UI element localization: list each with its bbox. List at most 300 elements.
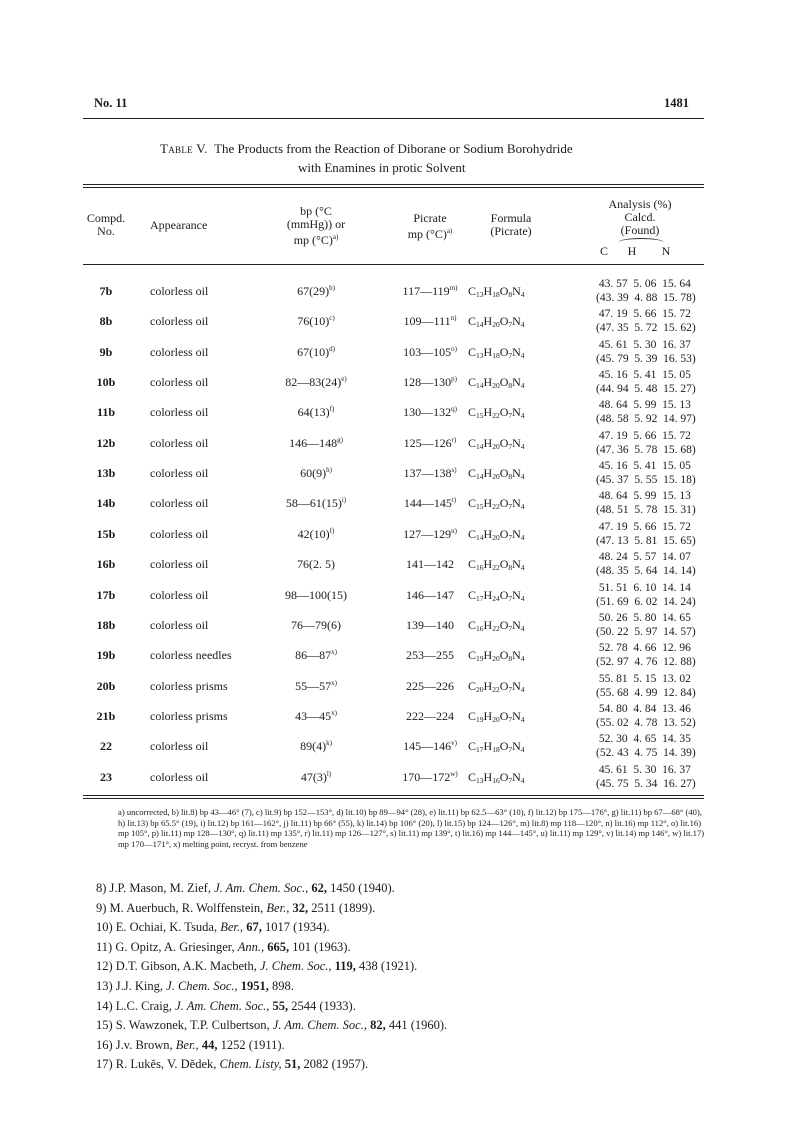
formula-count: 20 bbox=[492, 320, 500, 330]
analysis-found: (48. 58 5. 92 14. 97) bbox=[596, 413, 696, 426]
analysis-found: (52. 97 4. 76 12. 88) bbox=[596, 656, 696, 669]
analysis bbox=[596, 520, 696, 548]
formula-count: 22 bbox=[492, 623, 500, 633]
analysis-calcd: 45. 16 5. 41 15. 05 bbox=[596, 460, 691, 473]
formula-count: 8 bbox=[508, 472, 513, 482]
analysis-calcd: 52. 30 4. 65 14. 35 bbox=[596, 733, 691, 746]
bp-value: 67(10) bbox=[297, 344, 330, 359]
formula-element: N bbox=[512, 405, 521, 420]
formula-element: N bbox=[512, 587, 521, 602]
analysis-calcd: 50. 26 5. 80 14. 65 bbox=[596, 611, 691, 624]
formula-element: C bbox=[468, 617, 477, 632]
bp-value: 82—83(24) bbox=[285, 375, 342, 390]
analysis-calcd: 51. 51 6. 10 14. 14 bbox=[596, 581, 691, 594]
formula-element: H bbox=[483, 314, 493, 329]
reference-authors: G. Opitz, A. Griesinger, bbox=[115, 939, 238, 954]
formula-count: 20 bbox=[492, 654, 500, 664]
reference-journal: J. Chem. Soc., bbox=[166, 978, 241, 993]
formula-count: 20 bbox=[492, 441, 500, 451]
analysis-found: (44. 94 5. 48 15. 27) bbox=[596, 383, 696, 396]
reference-list bbox=[96, 879, 447, 1075]
appearance: colorless oil bbox=[150, 314, 209, 329]
compound-number: 17b bbox=[96, 587, 116, 602]
analysis-found: (45. 79 5. 39 16. 53) bbox=[596, 352, 696, 365]
compound-number: 20b bbox=[96, 678, 116, 693]
formula-element: O bbox=[499, 435, 509, 450]
formula-count: 4 bbox=[520, 593, 525, 603]
reference-volume: 44, bbox=[201, 1037, 221, 1052]
formula-count: 14 bbox=[476, 320, 484, 330]
formula-count: 15 bbox=[476, 411, 484, 421]
analysis-calcd: 52. 78 4. 66 12. 96 bbox=[596, 642, 691, 655]
bp-note: c) bbox=[329, 314, 335, 323]
picrate-note: w) bbox=[450, 769, 458, 778]
reference-pages: 1017 (1934). bbox=[265, 920, 330, 935]
reference-volume: 119, bbox=[334, 959, 359, 974]
formula-count: 4 bbox=[520, 654, 525, 664]
analysis bbox=[596, 338, 696, 366]
analysis bbox=[596, 429, 696, 457]
formula-element: N bbox=[512, 739, 521, 754]
reference-number: 14) bbox=[96, 998, 116, 1013]
compound-number: 19b bbox=[96, 648, 116, 663]
formula bbox=[468, 496, 525, 511]
reference-pages: 1450 (1940). bbox=[330, 881, 395, 895]
reference-number: 8) bbox=[96, 881, 110, 895]
boiling-point bbox=[262, 739, 370, 754]
analysis-found: (48. 51 5. 78 15. 31) bbox=[596, 504, 696, 517]
compound-number: 7b bbox=[99, 284, 113, 298]
formula-count: 4 bbox=[520, 290, 525, 299]
formula-count: 14 bbox=[476, 472, 484, 482]
formula-count: 13 bbox=[476, 290, 484, 299]
picrate-note: n) bbox=[450, 314, 457, 323]
table-row bbox=[0, 428, 793, 458]
formula-count: 4 bbox=[520, 502, 525, 512]
formula-count: 20 bbox=[476, 684, 484, 694]
bp-note: h) bbox=[326, 466, 332, 475]
formula-count: 22 bbox=[492, 502, 500, 512]
formula-count: 4 bbox=[520, 775, 525, 785]
formula-count: 4 bbox=[520, 411, 525, 421]
formula-element: N bbox=[512, 617, 521, 632]
reference-number: 12) bbox=[96, 959, 116, 974]
reference-volume: 665, bbox=[267, 939, 293, 954]
formula-element: C bbox=[468, 708, 477, 723]
formula-element: O bbox=[499, 617, 509, 632]
table-row bbox=[0, 701, 793, 731]
formula-element: N bbox=[512, 526, 521, 541]
boiling-point bbox=[262, 466, 370, 481]
compound-number: 13b bbox=[96, 466, 116, 481]
formula-element: H bbox=[483, 617, 493, 632]
formula-element: N bbox=[512, 284, 521, 298]
formula-count: 7 bbox=[508, 320, 513, 330]
formula-element: O bbox=[499, 769, 509, 784]
reference-authors: E. Ochiai, K. Tsuda, bbox=[115, 920, 221, 935]
analysis-found: (48. 35 5. 64 14. 14) bbox=[596, 565, 696, 578]
picrate-value: 125—126 bbox=[403, 435, 452, 450]
analysis bbox=[596, 763, 696, 791]
analysis-calcd: 55. 81 5. 15 13. 02 bbox=[596, 672, 691, 685]
bp-note: x) bbox=[331, 678, 337, 687]
formula-element: C bbox=[468, 375, 477, 390]
formula-element: H bbox=[483, 678, 493, 693]
table-label: Table V. bbox=[160, 141, 208, 156]
table-row bbox=[0, 731, 793, 761]
boiling-point bbox=[262, 770, 370, 785]
bp-value: 76(10) bbox=[297, 314, 330, 329]
formula bbox=[468, 648, 525, 663]
reference-item bbox=[96, 1055, 447, 1075]
analysis-calcd: 48. 24 5. 57 14. 07 bbox=[596, 551, 691, 564]
bp-value: 43—45 bbox=[295, 708, 332, 723]
formula-element: C bbox=[468, 405, 477, 420]
formula-element: C bbox=[468, 496, 477, 511]
table-row bbox=[0, 610, 793, 640]
formula-count: 19 bbox=[476, 654, 484, 664]
reference-number: 15) bbox=[96, 1018, 116, 1033]
reference-authors: J.J. King, bbox=[115, 978, 167, 993]
formula bbox=[468, 466, 525, 481]
table-top-rule bbox=[83, 184, 704, 185]
bp-value: 58—61(15) bbox=[285, 496, 342, 511]
col-formula: Formula (Picrate) bbox=[490, 211, 532, 238]
formula bbox=[468, 739, 525, 754]
appearance: colorless prisms bbox=[150, 708, 228, 723]
col-compd: Compd. No. bbox=[86, 211, 126, 238]
appearance: colorless oil bbox=[150, 435, 209, 450]
analysis-calcd: 45. 16 5. 41 15. 05 bbox=[596, 369, 691, 382]
reference-number: 16) bbox=[96, 1037, 116, 1052]
formula-count: 13 bbox=[476, 350, 484, 360]
analysis bbox=[596, 307, 696, 335]
appearance: colorless oil bbox=[150, 769, 209, 784]
compound-number: 23 bbox=[100, 769, 112, 784]
bp-value: 76—79(6) bbox=[291, 617, 341, 632]
bp-value: 42(10) bbox=[297, 526, 330, 541]
analysis-calcd: 48. 64 5. 99 15. 13 bbox=[596, 490, 691, 503]
analysis-found: (52. 43 4. 75 14. 39) bbox=[596, 747, 696, 760]
reference-volume: 67, bbox=[246, 920, 266, 935]
formula-count: 20 bbox=[492, 381, 500, 391]
reference-item bbox=[96, 957, 447, 977]
formula-count: 14 bbox=[476, 381, 484, 391]
analysis-found: (43. 39 4. 88 15. 78) bbox=[596, 292, 696, 304]
bp-value: 67(29) bbox=[297, 284, 330, 298]
formula-count: 8 bbox=[508, 654, 513, 664]
bp-note: x) bbox=[331, 708, 337, 717]
picrate-note: u) bbox=[451, 526, 457, 535]
picrate-value: 109—111 bbox=[403, 314, 451, 329]
table-row bbox=[0, 762, 793, 792]
formula-element: C bbox=[468, 648, 477, 663]
table-row bbox=[0, 488, 793, 518]
picrate-value: 170—172 bbox=[402, 769, 451, 784]
caption-line-2: with Enamines in protic Solvent bbox=[298, 160, 466, 175]
bp-note: d) bbox=[329, 344, 335, 353]
bp-value: 76(2. 5) bbox=[297, 557, 335, 572]
analysis-calcd: 43. 57 5. 06 15. 64 bbox=[596, 278, 691, 290]
boiling-point bbox=[262, 284, 370, 299]
analysis-found: (55. 02 4. 78 13. 52) bbox=[596, 716, 696, 729]
formula-count: 7 bbox=[508, 411, 513, 421]
formula-element: C bbox=[468, 557, 477, 572]
picrate-value: 103—105 bbox=[403, 344, 452, 359]
reference-item bbox=[96, 977, 447, 997]
formula-count: 4 bbox=[520, 472, 525, 482]
analysis bbox=[596, 550, 696, 578]
boiling-point bbox=[262, 496, 370, 511]
col-h: H bbox=[627, 244, 637, 258]
analysis-found: (51. 69 6. 02 14. 24) bbox=[596, 595, 696, 608]
bp-note: g) bbox=[337, 435, 343, 444]
reference-authors: S. Wawzonek, T.P. Culbertson, bbox=[115, 1018, 273, 1033]
formula-count: 7 bbox=[508, 623, 513, 633]
formula-count: 17 bbox=[476, 593, 484, 603]
picrate-value: 146—147 bbox=[406, 587, 454, 602]
boiling-point bbox=[262, 527, 370, 542]
reference-authors: L.C. Craig, bbox=[115, 998, 176, 1013]
analysis bbox=[596, 489, 696, 517]
formula-count: 15 bbox=[476, 502, 484, 512]
bp-note: b) bbox=[329, 284, 335, 292]
col-n: N bbox=[661, 244, 671, 258]
formula-element: H bbox=[483, 496, 493, 511]
header-rule bbox=[83, 118, 704, 119]
formula-count: 4 bbox=[520, 714, 525, 724]
picrate-value: 222—224 bbox=[406, 708, 454, 723]
boiling-point bbox=[262, 648, 370, 663]
formula-count: 19 bbox=[476, 714, 484, 724]
reference-pages: 438 (1921). bbox=[358, 959, 418, 974]
formula-count: 7 bbox=[508, 350, 513, 360]
formula-element: H bbox=[483, 708, 493, 723]
table-row bbox=[0, 276, 793, 306]
boiling-point bbox=[262, 375, 370, 390]
formula-element: N bbox=[512, 375, 521, 390]
bp-value: 146—148 bbox=[289, 435, 338, 450]
formula-count: 24 bbox=[492, 593, 500, 603]
formula-element: H bbox=[483, 435, 493, 450]
reference-journal: J. Am. Chem. Soc., bbox=[272, 1018, 371, 1033]
formula-element: H bbox=[483, 587, 493, 602]
formula-element: O bbox=[499, 466, 509, 481]
reference-authors: R. Lukěs, V. Dědek, bbox=[115, 1057, 220, 1072]
formula-element: H bbox=[483, 739, 493, 754]
table-row bbox=[0, 640, 793, 670]
formula-count: 18 bbox=[492, 745, 500, 755]
formula-element: C bbox=[468, 769, 477, 784]
analysis-calcd: 47. 19 5. 66 15. 72 bbox=[596, 429, 691, 442]
picrate-note: v) bbox=[451, 739, 457, 748]
formula-element: H bbox=[483, 344, 493, 359]
reference-journal: Ann., bbox=[237, 939, 268, 954]
formula-element: H bbox=[483, 526, 493, 541]
appearance: colorless oil bbox=[150, 739, 209, 754]
picrate-value: 145—146 bbox=[403, 739, 452, 754]
reference-pages: 441 (1960). bbox=[388, 1018, 448, 1033]
formula-element: O bbox=[499, 344, 509, 359]
bp-note: i) bbox=[341, 496, 347, 505]
formula-element: N bbox=[512, 769, 521, 784]
picrate-value: 127—129 bbox=[403, 526, 452, 541]
analysis bbox=[596, 702, 696, 730]
formula-element: N bbox=[512, 314, 521, 329]
col-c: C bbox=[599, 244, 608, 258]
bp-note: l) bbox=[326, 769, 332, 778]
reference-number: 17) bbox=[96, 1057, 116, 1072]
col-bp: bp (°C (mmHg)) or mp $(^\circ C)^{a)}$ bbox=[286, 204, 346, 247]
compound-number: 22 bbox=[100, 739, 112, 754]
table-row bbox=[0, 337, 793, 367]
reference-item bbox=[96, 938, 447, 958]
reference-pages: 2082 (1957). bbox=[303, 1057, 369, 1072]
picrate-value: 128—130 bbox=[403, 375, 452, 390]
formula-element: H bbox=[483, 648, 493, 663]
formula-count: 22 bbox=[492, 563, 500, 573]
reference-journal: Ber., bbox=[220, 920, 247, 935]
reference-journal: J. Am. Chem. Soc., bbox=[214, 881, 312, 895]
analysis bbox=[596, 732, 696, 760]
compound-number: 8b bbox=[99, 314, 113, 329]
table-row bbox=[0, 519, 793, 549]
table-bottom-rule bbox=[83, 795, 704, 796]
formula-count: 16 bbox=[492, 775, 500, 785]
analysis-found: (45. 37 5. 55 15. 18) bbox=[596, 474, 696, 487]
appearance: colorless oil bbox=[150, 284, 209, 298]
table-row bbox=[0, 671, 793, 701]
formula-count: 22 bbox=[492, 684, 500, 694]
picrate-note: r) bbox=[451, 435, 457, 444]
formula-count: 7 bbox=[508, 502, 513, 512]
reference-volume: 55, bbox=[272, 998, 292, 1013]
formula bbox=[468, 770, 525, 785]
reference-number: 9) bbox=[96, 900, 110, 915]
appearance: colorless needles bbox=[150, 648, 232, 663]
formula-count: 4 bbox=[520, 350, 525, 360]
formula-count: 7 bbox=[508, 714, 513, 724]
bp-value: 47(3) bbox=[300, 769, 327, 784]
reference-volume: 1951, bbox=[240, 978, 273, 993]
formula-element: O bbox=[499, 739, 509, 754]
reference-item bbox=[96, 879, 447, 899]
reference-volume: 82, bbox=[370, 1018, 389, 1033]
formula-count: 14 bbox=[476, 532, 484, 542]
reference-pages: 101 (1963). bbox=[292, 939, 351, 954]
formula-count: 4 bbox=[520, 623, 525, 633]
bp-value: 86—87 bbox=[295, 648, 332, 663]
reference-journal: J. Chem. Soc., bbox=[260, 959, 335, 974]
analysis-found: (47. 13 5. 81 15. 65) bbox=[596, 534, 696, 547]
journal-issue: No. 11 bbox=[94, 96, 128, 110]
formula-element: C bbox=[468, 678, 477, 693]
reference-item bbox=[96, 1016, 447, 1036]
col-appearance: Appearance bbox=[150, 218, 208, 232]
reference-item bbox=[96, 899, 447, 919]
formula-element: C bbox=[468, 284, 477, 298]
reference-journal: Ber., bbox=[175, 1037, 202, 1052]
formula-element: O bbox=[499, 375, 509, 390]
reference-item bbox=[96, 918, 447, 938]
boiling-point bbox=[262, 436, 370, 451]
formula-count: 7 bbox=[508, 593, 513, 603]
formula-count: 7 bbox=[508, 684, 513, 694]
caption-line-1: The Products from the Reaction of Diborane or Sodium Borohydride bbox=[214, 141, 573, 156]
analysis bbox=[596, 368, 696, 396]
reference-volume: 51, bbox=[284, 1057, 304, 1072]
reference-authors: M. Auerbuch, R. Wolffenstein, bbox=[109, 900, 267, 915]
formula-element: N bbox=[512, 557, 521, 572]
picrate-value: 139—140 bbox=[406, 617, 454, 632]
formula-element: C bbox=[468, 739, 477, 754]
bp-note: f) bbox=[329, 405, 335, 414]
reference-pages: 2544 (1933). bbox=[291, 998, 356, 1013]
analysis bbox=[596, 277, 696, 305]
bp-value: 98—100(15) bbox=[285, 587, 347, 602]
formula-element: H bbox=[483, 375, 493, 390]
analysis-found: (45. 75 5. 34 16. 27) bbox=[596, 777, 696, 790]
reference-item bbox=[96, 1036, 447, 1056]
analysis-found: (50. 22 5. 97 14. 57) bbox=[596, 625, 696, 638]
bp-note: e) bbox=[341, 375, 347, 384]
picrate-value: 253—255 bbox=[406, 648, 454, 663]
formula-element: O bbox=[499, 526, 509, 541]
appearance: colorless oil bbox=[150, 526, 209, 541]
picrate-value: 130—132 bbox=[403, 405, 452, 420]
appearance: colorless oil bbox=[150, 617, 209, 632]
bp-note: x) bbox=[331, 648, 337, 657]
compound-number: 16b bbox=[96, 557, 116, 572]
formula bbox=[468, 314, 525, 329]
boiling-point bbox=[262, 314, 370, 329]
analysis bbox=[596, 459, 696, 487]
formula-count: 22 bbox=[492, 411, 500, 421]
formula bbox=[468, 405, 525, 420]
formula-count: 7 bbox=[508, 775, 513, 785]
appearance: colorless oil bbox=[150, 587, 209, 602]
picrate-note: s) bbox=[451, 466, 457, 475]
analysis-calcd: 54. 80 4. 84 13. 46 bbox=[596, 702, 691, 715]
picrate-note: o) bbox=[451, 344, 457, 353]
formula bbox=[468, 709, 525, 724]
analysis bbox=[596, 398, 696, 426]
reference-volume: 32, bbox=[292, 900, 312, 915]
reference-pages: 898. bbox=[272, 978, 294, 993]
picrate-note: t) bbox=[451, 496, 457, 505]
formula bbox=[468, 436, 525, 451]
picrate-note: p) bbox=[451, 375, 457, 384]
reference-authors: J.P. Mason, M. Zief, bbox=[109, 881, 215, 895]
appearance: colorless oil bbox=[150, 344, 209, 359]
formula-count: 20 bbox=[492, 472, 500, 482]
bp-note: f) bbox=[329, 526, 335, 535]
table-caption bbox=[160, 139, 630, 177]
boiling-point bbox=[262, 618, 370, 633]
formula bbox=[468, 679, 525, 694]
formula-count: 4 bbox=[520, 441, 525, 451]
table-top-rule-2 bbox=[83, 187, 704, 188]
boiling-point bbox=[262, 405, 370, 420]
reference-number: 11) bbox=[96, 939, 116, 954]
analysis bbox=[596, 672, 696, 700]
formula-element: O bbox=[499, 587, 509, 602]
compound-number: 9b bbox=[99, 344, 113, 359]
formula-count: 4 bbox=[520, 745, 525, 755]
appearance: colorless oil bbox=[150, 557, 209, 572]
picrate-value: 144—145 bbox=[403, 496, 452, 511]
table-row bbox=[0, 458, 793, 488]
